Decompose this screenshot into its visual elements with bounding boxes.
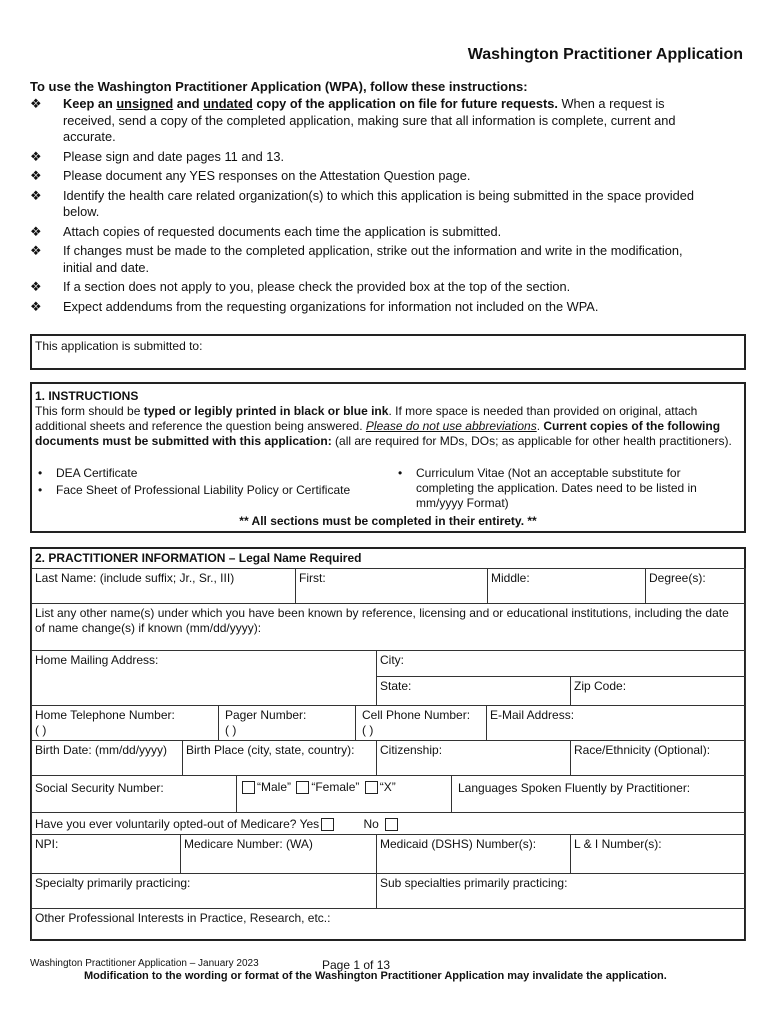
field-label: Cell Phone Number:	[362, 708, 471, 722]
male-label: “Male”	[257, 780, 292, 794]
medicare-question: Have you ever voluntarily opted-out of Medicare? Yes	[35, 817, 320, 831]
sub-specialty-field[interactable]	[376, 873, 746, 909]
last-name-field[interactable]	[31, 568, 296, 604]
section-heading: 2. PRACTITIONER INFORMATION – Legal Name Required	[35, 551, 362, 565]
completion-note: ** All sections must be completed in their entirety. **	[239, 514, 537, 528]
submitted-to-label: This application is submitted to:	[35, 339, 203, 353]
female-checkbox[interactable]	[296, 781, 309, 794]
field-label: State:	[380, 679, 412, 693]
instruction-bullets	[30, 96, 710, 318]
bullet-dot-icon: •	[398, 466, 403, 480]
degree-field[interactable]	[645, 568, 746, 604]
medicaid-number-field[interactable]	[376, 834, 571, 874]
list-item	[398, 466, 716, 511]
doc-item: Curriculum Vitae (Not an acceptable substitute for completing the application. Dates need to be listed in mm/yyyy Format)	[416, 466, 697, 510]
field-label: Specialty primarily practicing:	[35, 876, 191, 890]
ssn-field[interactable]	[31, 775, 237, 813]
doc-item: DEA Certificate	[56, 466, 138, 480]
field-label: Home Telephone Number:	[35, 708, 175, 722]
diamond-bullet-icon: ❖	[30, 223, 42, 239]
instr-italic: Please do not use abbreviations	[365, 419, 537, 433]
list-item	[38, 483, 396, 498]
field-label: Degree(s):	[649, 571, 706, 585]
instr-text-d: (all are required for MDs, DOs; as applicable for other health practitioners).	[331, 434, 732, 448]
field-label: E-Mail Address:	[490, 708, 575, 722]
field-label: Birth Date: (mm/dd/yyyy)	[35, 743, 168, 757]
list-item	[38, 466, 396, 481]
doc-item: Face Sheet of Professional Liability Policy or Certificate	[56, 483, 351, 497]
area-code: ( )	[362, 723, 374, 737]
practitioner-info-section	[30, 547, 746, 941]
field-label: Languages Spoken Fluently by Practitioner:	[458, 781, 691, 795]
race-ethnicity-field[interactable]	[570, 740, 746, 776]
specialty-field[interactable]	[31, 873, 377, 909]
bullet-dot-icon: •	[38, 466, 43, 480]
list-item	[30, 96, 710, 146]
other-interests-field[interactable]	[31, 908, 746, 941]
no-label: No	[363, 817, 379, 831]
list-item	[30, 224, 710, 241]
diamond-bullet-icon: ❖	[30, 96, 42, 111]
field-label: Birth Place (city, state, country):	[186, 743, 355, 757]
citizenship-field[interactable]	[376, 740, 571, 776]
field-label: Social Security Number:	[35, 781, 164, 795]
email-field[interactable]	[486, 705, 746, 741]
instr-bold: typed or legibly printed in black or blue ink	[143, 404, 389, 418]
bullet-bold-a: Keep an	[63, 96, 117, 111]
birth-place-field[interactable]	[182, 740, 377, 776]
middle-name-field[interactable]	[487, 568, 646, 604]
diamond-bullet-icon: ❖	[30, 148, 42, 164]
list-item	[30, 168, 710, 185]
field-label: Pager Number:	[225, 708, 307, 722]
medicare-optout-row	[31, 812, 746, 835]
bullet-text: Expect addendums from the requesting organizations for information not included on the WPA.	[63, 298, 599, 314]
bullet-dot-icon: •	[38, 483, 43, 497]
field-label: Medicare Number: (WA)	[184, 837, 313, 851]
instr-text-a: This form should be	[35, 404, 144, 418]
field-label: Sub specialties primarily practicing:	[380, 876, 568, 890]
bullet-underline-undated: undated	[203, 96, 253, 111]
medicare-number-field[interactable]	[180, 834, 377, 874]
instructions-text	[35, 389, 741, 449]
diamond-bullet-icon: ❖	[30, 279, 42, 294]
instr-bold-2: Current copies of the following documents must be submitted with this application:	[35, 419, 721, 448]
bullet-text: If a section does not apply to you, please check the provided box at the top of the section.	[63, 279, 571, 294]
male-checkbox[interactable]	[242, 781, 255, 794]
bullet-text: Please document any YES responses on the Attestation Question page.	[63, 168, 471, 183]
languages-field[interactable]	[451, 775, 746, 813]
list-item	[30, 299, 710, 316]
bullet-text: If changes must be made to the completed application, strike out the information and write in the modification, initial and date.	[63, 243, 683, 275]
instr-text-b: . If more space is needed than provided on original, attach additional sheets and reference the question being answered.	[35, 404, 698, 433]
female-label: “Female”	[311, 780, 360, 794]
x-checkbox[interactable]	[365, 781, 378, 794]
instr-text-c: .	[536, 419, 544, 433]
field-label: First:	[299, 571, 326, 585]
li-number-field[interactable]	[570, 834, 746, 874]
area-code: ( )	[35, 723, 47, 737]
home-address-field[interactable]	[31, 650, 377, 706]
page-title: Washington Practitioner Application	[467, 46, 743, 63]
field-label: L & I Number(s):	[574, 837, 662, 851]
field-label: Middle:	[491, 571, 530, 585]
list-item	[30, 243, 710, 276]
diamond-bullet-icon: ❖	[30, 298, 42, 314]
field-label: NPI:	[35, 837, 59, 851]
bullet-underline-unsigned: unsigned	[116, 96, 174, 111]
page-number: Page 1 of 13	[322, 958, 391, 972]
other-names-field[interactable]	[31, 603, 746, 651]
state-field[interactable]	[376, 676, 571, 706]
yes-checkbox[interactable]	[321, 818, 334, 831]
bullet-bold-c: copy of the application on file for future requests.	[252, 96, 558, 111]
zip-code-field[interactable]	[570, 676, 746, 706]
required-docs-right	[398, 466, 716, 511]
list-item	[30, 188, 710, 221]
birth-date-field[interactable]	[31, 740, 183, 776]
area-code: ( )	[225, 723, 237, 737]
field-label: Home Mailing Address:	[35, 653, 159, 667]
field-label: Other Professional Interests in Practice, Research, etc.:	[35, 911, 331, 925]
bullet-text: Identify the health care related organization(s) to which this application is being submitted in the space provided below.	[63, 187, 694, 219]
field-label: List any other name(s) under which you have been known by reference, licensing and or educational institutions, including the date of name change(s) if known (mm/dd/yyyy):	[35, 606, 729, 635]
bullet-rest: When a request is received, send a copy of the completed application, making sure that all information is complete, current and accurate.	[63, 96, 676, 144]
field-label: City:	[380, 653, 404, 667]
home-phone-field[interactable]	[31, 705, 219, 741]
list-item	[30, 149, 710, 166]
field-label: Last Name: (include suffix; Jr., Sr., III)	[35, 571, 235, 585]
instructions-heading: To use the Washington Practitioner Application (WPA), follow these instructions:	[30, 79, 528, 94]
pager-field[interactable]	[218, 705, 356, 741]
submitted-to-field[interactable]	[30, 334, 746, 370]
footer-note: Modification to the wording or format of the Washington Practitioner Application may invalidate the application.	[84, 970, 667, 982]
section-heading: 1. INSTRUCTIONS	[35, 389, 139, 403]
x-label: “X”	[379, 780, 396, 794]
bullet-text: Attach copies of requested documents each time the application is submitted.	[63, 223, 502, 239]
list-item	[30, 279, 710, 296]
field-label: Zip Code:	[574, 679, 627, 693]
no-checkbox[interactable]	[385, 818, 398, 831]
city-field[interactable]	[376, 650, 746, 677]
cell-phone-field[interactable]	[355, 705, 487, 741]
instructions-section	[30, 382, 746, 533]
first-name-field[interactable]	[295, 568, 488, 604]
npi-field[interactable]	[31, 834, 181, 874]
gender-options	[236, 775, 452, 813]
footer-version: Washington Practitioner Application – January 2023	[30, 958, 259, 969]
field-label: Medicaid (DSHS) Number(s):	[380, 837, 537, 851]
field-label: Citizenship:	[380, 743, 443, 757]
field-label: Race/Ethnicity (Optional):	[574, 743, 711, 757]
diamond-bullet-icon: ❖	[30, 243, 42, 258]
required-docs-left	[38, 466, 396, 498]
bullet-bold-b: and	[173, 96, 204, 111]
diamond-bullet-icon: ❖	[30, 168, 42, 183]
bullet-text: Please sign and date pages 11 and 13.	[63, 148, 285, 164]
diamond-bullet-icon: ❖	[30, 187, 42, 203]
